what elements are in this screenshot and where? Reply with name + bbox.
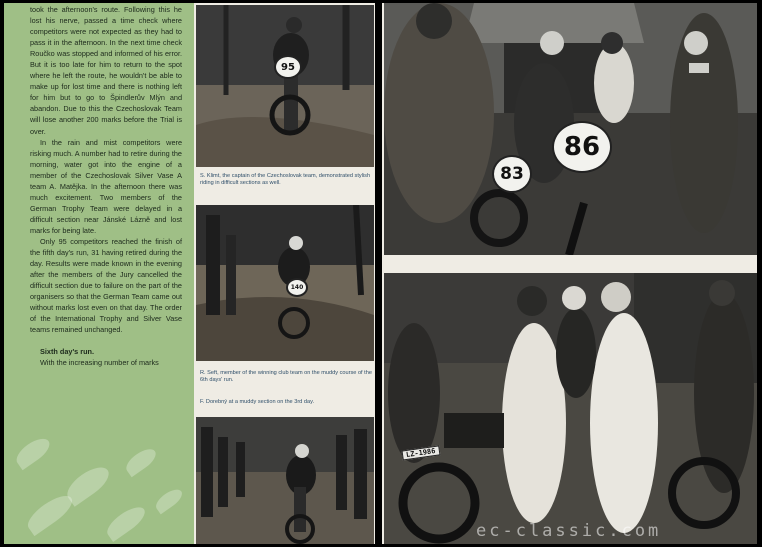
- leaf-decoration: [23, 490, 77, 536]
- race-number-plate: 86: [552, 121, 612, 173]
- leaf-decoration: [122, 445, 159, 478]
- photo-caption: R. Seft, member of the winning club team on the muddy course of the 6th days' run.: [200, 370, 372, 383]
- text-column: [4, 3, 194, 544]
- race-number-plate: 83: [492, 155, 532, 193]
- paragraph: In the rain and mist competitors were risking much. A number had to retire during the morning, water got into the engine of a member of the Czechoslovak Silver Vase A team A. Matějka. In the afternoon there was much excitement. Two members of the German Trophy Team were delayed in a difficult section near Jánské Lázně and lost marks for being late.: [30, 137, 182, 235]
- photo-rider-95: [196, 5, 374, 167]
- photo-rider-crowd: [196, 417, 374, 544]
- section-heading: Sixth day's run.: [40, 347, 95, 357]
- race-number-plate: 95: [274, 55, 302, 79]
- registration-plate: LZ-1986: [401, 445, 440, 460]
- paragraph: Only 95 competitors reached the finish of the fifth day's run, 31 having retired during the day. Results were made known in the evening after the members of the Jury cancelled the difficult section due to failure on the part of the organisers so that the German Team came out without marks lost even on that day. The order of the International Trophy and Silver Vase teams remained unchanged.: [30, 236, 182, 335]
- race-number-plate: 140: [286, 278, 308, 297]
- watermark: ec-classic.com: [476, 521, 662, 541]
- right-page: [382, 3, 757, 544]
- photo-caption: S. Klimt, the captain of the Czechoslovak team, demonstrated stylish riding in difficult sections as well.: [200, 173, 371, 186]
- photo-rider-mud: [196, 205, 374, 361]
- photo-refreshment-station: [384, 273, 757, 544]
- photo-caption: F. Dorebný at a muddy section on the 3rd day.: [200, 399, 315, 405]
- photo-riders-checkpoint: [384, 3, 757, 255]
- leaf-decoration: [103, 502, 149, 542]
- left-page: [4, 3, 375, 544]
- leaf-decoration: [153, 486, 186, 515]
- paragraph: took the afternoon's route. Following this he lost his nerve, passed a time check where competitors were not expected as they had to pass it in the afternoon. In the next time check Roučko was stopped and informed of his error. But it is too late for him to return to the spot where he left the route, he wouldn't be able to make up for lost time and there is nothing left for him but to go to Špindlerův Mlýn and abandon. Due to this the Czechoslovak Team will lose another 200 marks before the Trial is over.: [30, 5, 182, 136]
- leaf-decoration: [12, 434, 53, 471]
- article-text: [30, 4, 182, 369]
- paragraph: With the increasing number of marks: [40, 358, 159, 368]
